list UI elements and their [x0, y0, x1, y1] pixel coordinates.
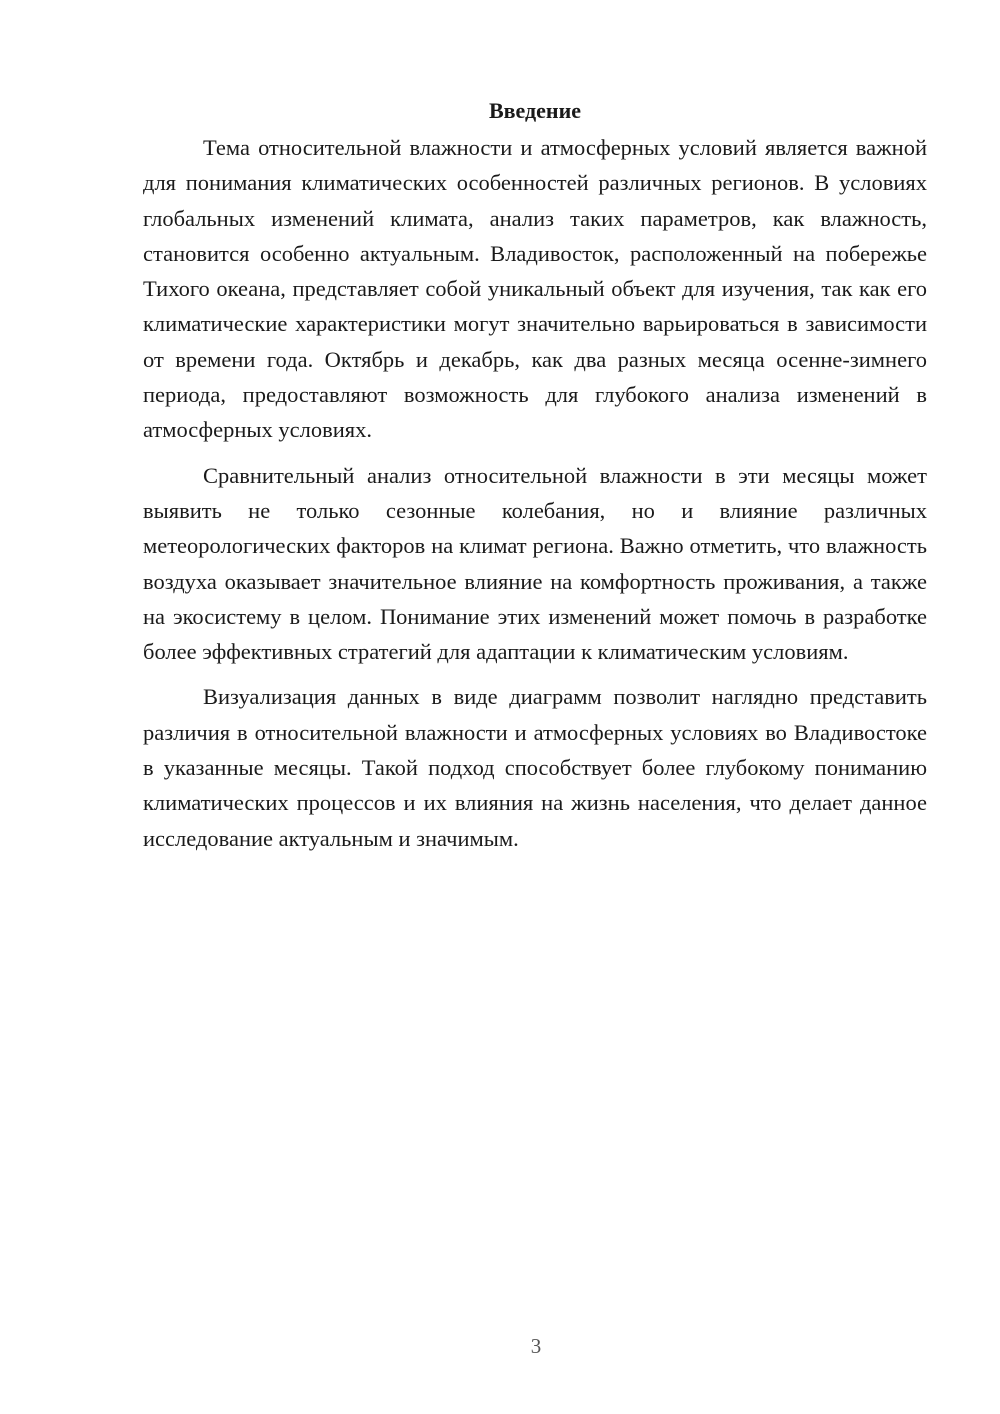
paragraph-1: Тема относительной влажности и атмосферных условий является важной для понимания климатических особенностей различных регионов. В условиях глобальных изменений климата, анализ таких параметров, как влажность, становится особенно актуальным. Владивосток, расположенный на побережье Тихого океана, представляет собой уникальный объект для изучения, так как его климатические характеристики могут значительно варьироваться в зависимости от времени года. Октябрь и декабрь, как два разных месяца осенне-зимнего периода, предоставляют возможность для глубокого анализа изменений в атмосферных условиях. [143, 135, 927, 443]
paragraph-2: Сравнительный анализ относительной влажности в эти месяцы может выявить не только сезонные колебания, но и влияние различных метеорологических факторов на климат региона. Важно отметить, что влажность воздуха оказывает значительное влияние на комфортность проживания, а также на экосистему в целом. Понимание этих изменений может помочь в разработке более эффективных стратегий для адаптации к климатическим условиям. [143, 462, 927, 665]
paragraph-3: Визуализация данных в виде диаграмм позволит наглядно представить различия в относительной влажности и атмосферных условиях во Владивостоке в указанные месяцы. Такой подход способствует более глубокому пониманию климатических процессов и их влияния на жизнь населения, что делает данное исследование актуальным и значимым. [143, 684, 927, 851]
page-content [143, 96, 927, 866]
section-heading: Введение [488, 98, 582, 123]
page-number: 3 [530, 1334, 542, 1358]
